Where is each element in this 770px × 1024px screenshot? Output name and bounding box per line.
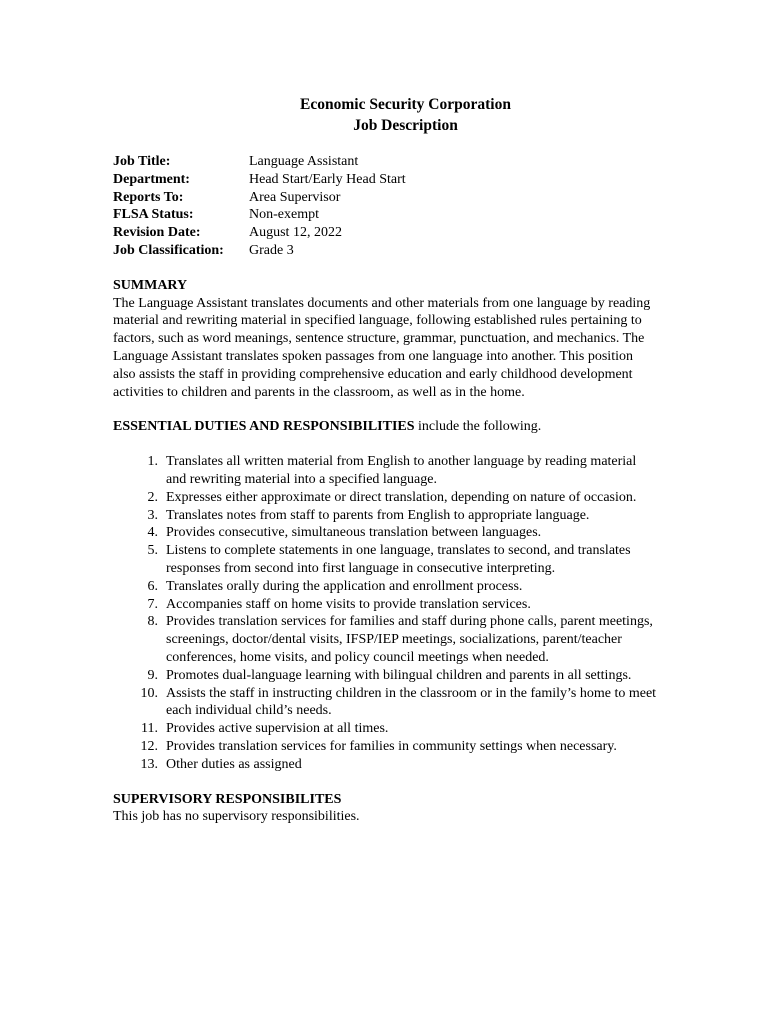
info-row-job-title	[113, 153, 658, 171]
info-label: Department:	[113, 171, 190, 187]
list-item	[113, 667, 658, 685]
list-item	[113, 489, 658, 507]
list-item-number: 13.	[140, 756, 158, 772]
list-item-text	[158, 738, 658, 756]
info-label: Revision Date:	[113, 225, 201, 241]
list-item-number: 4.	[147, 525, 158, 541]
summary-section	[113, 277, 658, 402]
info-value: Grade 3	[249, 242, 294, 258]
duties-list	[113, 453, 658, 773]
job-info-block	[113, 153, 658, 260]
list-item-text-inner: Accompanies staff on home visits to provide translation services.	[166, 596, 531, 612]
list-item-text	[158, 507, 658, 525]
list-item-text-inner: Provides translation services for families and staff during phone calls, parent meetings, screenings, doctor/dental visits, IFSP/IEP meetings, socializations, parent/teacher conferences, home visits, and policy council meetings when needed.	[166, 614, 653, 665]
info-row-department	[113, 171, 658, 189]
info-row-job-classification	[113, 242, 658, 260]
list-item-text-inner: Listens to complete statements in one language, translates to second, and translates responses from second into first language in consecutive interpreting.	[166, 543, 631, 576]
summary-text: The Language Assistant translates documents and other materials from one language by reading material and rewriting material in specified language, following established rules pertaining to factors, such as word meanings, sentence structure, grammar, punctuation, and mechanics. The Language Assistant translates spoken passages from one language into another. This position also assists the staff in providing comprehensive education and early childhood development activities to children and parents in the classroom, as well as in the home.	[113, 295, 651, 400]
info-label: Job Title:	[113, 154, 171, 169]
list-item-number: 5.	[147, 543, 158, 559]
duties-section	[113, 418, 658, 773]
info-value: Head Start/Early Head Start	[249, 171, 406, 187]
info-row-revision-date	[113, 224, 658, 242]
supervisory-section	[113, 791, 658, 827]
list-item-number: 10.	[140, 685, 158, 701]
list-item-number: 7.	[147, 596, 158, 612]
list-item-text-inner: Translates all written material from English to another language by reading material and rewriting material into a specified language.	[166, 454, 637, 487]
list-item-number: 12.	[140, 738, 158, 754]
list-item-text	[158, 685, 658, 721]
list-item-text	[158, 453, 658, 489]
list-item-text-inner: Promotes dual-language learning with bilingual children and parents in all settings.	[166, 667, 632, 683]
duties-heading: ESSENTIAL DUTIES AND RESPONSIBILITIES	[113, 419, 415, 435]
list-item-text	[158, 524, 658, 542]
list-item	[113, 756, 658, 774]
document-title: Job Description	[353, 117, 458, 134]
list-item-number: 2.	[147, 489, 158, 505]
list-item	[113, 524, 658, 542]
document-header	[153, 94, 658, 136]
list-item	[113, 738, 658, 756]
list-item-text-inner: Provides consecutive, simultaneous translation between languages.	[166, 525, 542, 541]
list-item	[113, 507, 658, 525]
list-item-number: 3.	[147, 507, 158, 523]
list-item-text-inner: Assists the staff in instructing children in the classroom or in the family’s home to meet each individual child’s needs.	[166, 685, 657, 719]
list-item	[113, 720, 658, 738]
list-item-number: 8.	[147, 614, 158, 630]
list-item	[113, 542, 658, 578]
info-label: FLSA Status:	[113, 207, 194, 223]
list-item-text-inner: Provides translation services for families in community settings when necessary.	[166, 738, 617, 754]
info-value: Language Assistant	[249, 154, 359, 169]
list-item-text	[158, 578, 658, 596]
list-item-text	[158, 756, 658, 774]
info-value: Non-exempt	[249, 207, 319, 223]
list-item-text	[158, 613, 658, 666]
info-value: August 12, 2022	[249, 225, 342, 241]
list-item	[113, 613, 658, 666]
list-item-text-inner: Translates notes from staff to parents from English to appropriate language.	[166, 507, 590, 523]
list-item-text	[158, 596, 658, 614]
list-item-text-inner: Expresses either approximate or direct translation, depending on nature of occasion.	[166, 489, 637, 505]
company-name: Economic Security Corporation	[300, 96, 511, 113]
list-item-number: 6.	[147, 578, 158, 594]
list-item-number: 1.	[147, 454, 158, 470]
list-item-text-inner: Translates orally during the application and enrollment process.	[166, 578, 523, 594]
duties-heading-line	[113, 418, 658, 436]
info-label: Reports To:	[113, 189, 184, 205]
list-item	[113, 596, 658, 614]
info-row-reports-to	[113, 189, 658, 207]
list-item-text	[158, 489, 658, 507]
list-item	[113, 453, 658, 489]
list-item	[113, 578, 658, 596]
list-item-text-inner: Provides active supervision at all times.	[166, 721, 389, 737]
info-row-flsa-status	[113, 206, 658, 224]
list-item-text	[158, 667, 658, 685]
list-item	[113, 685, 658, 721]
list-item-text	[158, 720, 658, 738]
list-item-text-inner: Other duties as assigned	[166, 756, 302, 772]
duties-heading-tail: include the following.	[414, 419, 542, 435]
document-body	[113, 94, 658, 826]
supervisory-text: This job has no supervisory responsibilities.	[113, 809, 360, 825]
info-value: Area Supervisor	[249, 189, 341, 205]
supervisory-heading: SUPERVISORY RESPONSIBILITES	[113, 791, 342, 807]
list-item-number: 9.	[147, 667, 158, 683]
list-item-text	[158, 542, 658, 578]
list-item-number: 11.	[141, 721, 158, 737]
info-label: Job Classification:	[113, 242, 224, 258]
summary-heading: SUMMARY	[113, 277, 188, 293]
